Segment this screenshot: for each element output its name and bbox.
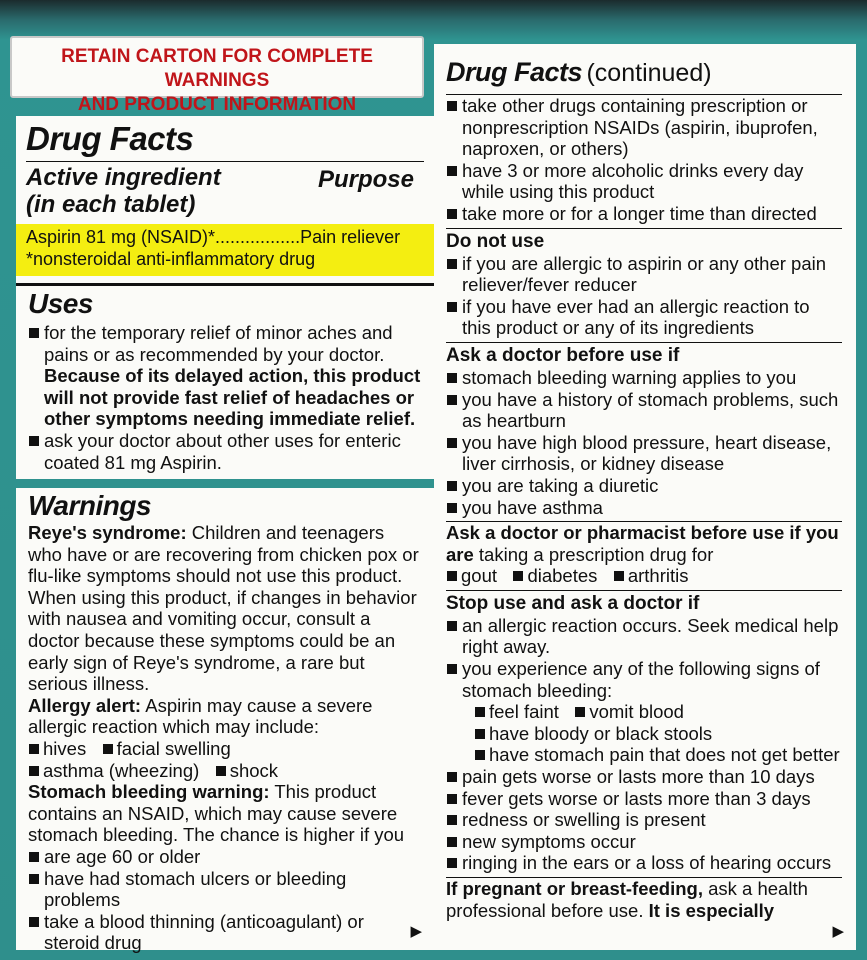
stomach-paragraph [28,781,422,846]
stop-use-7 [446,852,842,874]
stop-use-2-text: you experience any of the following signs of stomach bleeding: [462,658,820,701]
pharmacist-text: taking a prescription drug for [478,543,714,565]
uses-item-1 [28,322,422,430]
stomach-label: Stomach bleeding warning: [28,781,270,803]
pregnancy-paragraph [446,878,842,921]
continued-item-1-text: take other drugs containing prescription or nonprescription NSAIDs (aspirin, ibuprofen, naproxen, or others) [462,95,818,160]
ingredient-line: Aspirin 81 mg (NSAID)*.................Pain reliever [26,227,401,247]
retain-carton-notice [10,36,424,115]
pharmacist-conditions [446,565,842,587]
continued-item-2-text: have 3 or more alcoholic drinks every day while using this product [462,159,804,203]
stop-use-5 [446,809,842,831]
stop-use-7-text: ringing in the ears or a loss of hearing occurs [462,852,832,874]
reye-paragraph [28,522,422,695]
retain-line-2: AND PRODUCT INFORMATION [77,94,357,115]
reye-label: Reye's syndrome: [28,522,187,543]
pregnancy-text: ask a health professional before use. [446,878,808,921]
stomach-risk-3 [28,911,422,954]
allergy-label: Allergy alert: [28,694,142,716]
ask-doctor-5-text: you have asthma [462,496,603,518]
uses-item-1-bold: Because of its delayed action, this product will not provide fast relief of headaches or other symptoms needing immediate relief. [44,365,421,430]
do-not-use-heading: Do not use [446,230,545,252]
sign-stomach-pain [446,744,842,766]
continue-arrow-icon: ▶ [410,923,422,940]
stomach-risk-3-text: take a blood thinning (anticoagulant) or steroid drug [44,910,364,954]
continued-title: Drug Facts [446,57,583,87]
stop-use-heading: Stop use and ask a doctor if [446,592,700,614]
symptom-hives: hives [43,737,87,759]
do-not-use-1-text: if you are allergic to aspirin or any other pain reliever/fever reducer [462,252,827,296]
warnings-title: Warnings [28,490,152,521]
retain-line-1: RETAIN CARTON FOR COMPLETE WARNINGS [61,46,373,91]
drug-facts-panel [16,116,434,284]
do-not-use-2-text: if you have ever had an allergic reaction to this product or any of its ingredients [462,295,810,339]
continued-item-3 [446,203,842,225]
continue-arrow-right-icon: ▶ [832,923,844,940]
stop-use-4 [446,788,842,810]
uses-title: Uses [28,288,93,319]
ask-doctor-1 [446,367,842,389]
allergy-paragraph [28,695,422,738]
stomach-risk-1 [28,846,422,868]
continued-item-3-text: take more or for a longer time than directed [462,202,817,224]
do-not-use-1 [446,253,842,296]
stomach-risk-2-text: have had stomach ulcers or bleeding problems [44,867,347,911]
sign-stools [446,723,842,745]
ask-doctor-5 [446,497,842,519]
drug-facts-continued-panel [434,44,856,950]
active-ingredient-heading: Active ingredient [26,164,221,191]
condition-arthritis: arthritis [627,565,689,587]
stomach-risk-2 [28,868,422,911]
stomach-text: This product contains an NSAID, which may cause severe stomach bleeding. The chance is higher if you [28,781,405,846]
stop-use-1-text: an allergic reaction occurs. Seek medical help right away. [462,614,839,658]
do-not-use-2 [446,296,842,339]
ask-doctor-1-text: stomach bleeding warning applies to you [462,366,797,388]
uses-item-2-text: ask your doctor about other uses for enteric coated 81 mg Aspirin. [44,429,401,473]
ask-doctor-heading: Ask a doctor before use if [446,344,680,366]
active-ingredient-subheading: (in each tablet) [26,191,196,218]
stop-use-5-text: redness or swelling is present [462,809,706,831]
sign-stomach-pain-text: have stomach pain that does not get better [489,744,840,766]
pharmacist-heading: Ask a doctor or pharmacist before use if you are [446,522,839,565]
continued-item-1 [446,95,842,160]
condition-diabetes: diabetes [527,565,598,587]
sign-vomit-blood: vomit blood [589,701,684,723]
continued-label: (continued) [586,59,712,87]
sign-feel-faint: feel faint [489,701,559,723]
ask-doctor-3 [446,432,842,475]
stop-use-2 [446,658,842,701]
stop-use-1 [446,615,842,658]
reye-text: Children and teenagers who have or are recovering from chicken pox or flu-like symptoms should not use this product. When using this product, if changes in behavior with nausea and vomiting occur, consult a doctor because these symptoms could be an early sign of Reye's syndrome, a rare but serious illness. [28,522,419,695]
stop-use-6-text: new symptoms occur [462,830,636,852]
warnings-panel [16,488,434,954]
ask-doctor-2-text: you have a history of stomach problems, such as heartburn [462,388,839,432]
allergy-text: Aspirin may cause a severe allergic reaction which may include: [28,694,373,738]
drug-facts-title: Drug Facts [26,120,194,157]
ingredient-footnote: *nonsteroidal anti-inflammatory drug [26,249,316,269]
symptom-shock: shock [229,759,279,781]
uses-item-1-text: for the temporary relief of minor aches and pains or as recommended by your doctor. [44,322,393,365]
stop-use-3-text: pain gets worse or lasts more than 10 days [462,766,815,788]
condition-gout: gout [461,565,498,587]
pregnancy-bold: If pregnant or breast-feeding, [446,878,703,899]
stomach-risk-1-text: are age 60 or older [44,845,201,867]
sign-stools-text: have bloody or black stools [489,722,713,744]
uses-panel [16,283,434,479]
uses-item-2 [28,430,422,473]
symptom-asthma: asthma (wheezing) [43,759,200,781]
ask-doctor-4-text: you are taking a diuretic [462,474,659,496]
stop-use-3 [446,766,842,788]
stop-use-4-text: fever gets worse or lasts more than 3 days [462,787,811,809]
allergy-symptoms-row-2 [28,760,422,782]
stop-use-6 [446,831,842,853]
ingredient-highlight [16,224,434,276]
pregnancy-bold-2: It is especially [648,899,775,921]
ask-doctor-4 [446,475,842,497]
allergy-symptoms-row-1 [28,738,422,760]
purpose-heading: Purpose [317,166,414,193]
ask-doctor-3-text: you have high blood pressure, heart disease, liver cirrhosis, or kidney disease [462,431,832,475]
symptom-facial-swelling: facial swelling [116,737,231,759]
ask-doctor-2 [446,389,842,432]
continued-item-2 [446,160,842,203]
pharmacist-paragraph [446,522,842,565]
bleeding-signs-row [446,701,842,723]
